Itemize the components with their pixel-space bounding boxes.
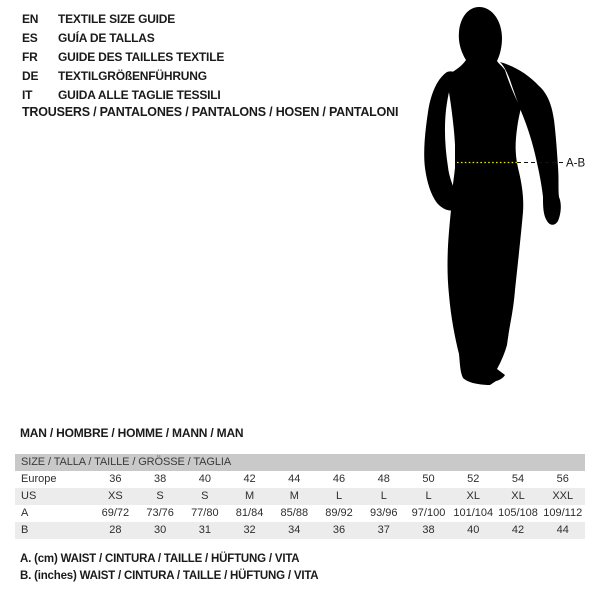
size-cell: 81/84 (235, 507, 264, 519)
row-label: A (21, 507, 29, 519)
footnotes (20, 551, 318, 585)
language-label: GUIDA ALLE TAGLIE TESSILI (58, 87, 221, 102)
measure-label: A-B (566, 157, 586, 170)
size-cell: 93/96 (370, 507, 398, 519)
language-label: TEXTILE SIZE GUIDE (58, 11, 176, 26)
size-cell: XXL (552, 490, 574, 502)
size-cell: XS (108, 490, 123, 502)
language-code: EN (22, 11, 39, 26)
language-row (22, 9, 224, 28)
section-title-man: MAN / HOMBRE / HOMME / MANN / MAN (20, 426, 244, 440)
size-table-body (15, 471, 585, 539)
size-cell: 52 (467, 473, 480, 485)
size-cell: 46 (332, 473, 346, 485)
size-cell: 30 (153, 524, 167, 536)
language-row (22, 28, 224, 47)
size-cell: L (425, 490, 432, 502)
size-cell: 32 (243, 524, 256, 536)
size-cell: 44 (288, 473, 301, 485)
size-cell: 40 (198, 473, 211, 485)
size-cell: S (156, 490, 164, 502)
language-code: ES (22, 30, 38, 45)
size-cell: 69/72 (101, 507, 130, 519)
table-row (15, 488, 585, 505)
language-row (22, 47, 224, 66)
language-label: TEXTILGRÖßENFÜHRUNG (58, 68, 207, 83)
language-code: FR (22, 49, 38, 64)
table-row (15, 522, 585, 539)
size-cell: L (335, 490, 343, 502)
size-cell: 36 (332, 524, 346, 536)
size-cell: 105/108 (498, 507, 538, 519)
size-cell: 36 (109, 473, 122, 485)
man-silhouette-svg (410, 0, 600, 400)
size-cell: 50 (422, 473, 435, 485)
size-table (15, 454, 585, 539)
size-cell: L (380, 490, 387, 502)
man-silhouette-figure (410, 0, 600, 400)
size-cell: S (201, 490, 209, 502)
silhouette-body (446, 7, 523, 385)
language-row (22, 85, 224, 104)
size-cell: 34 (288, 524, 301, 536)
size-cell: 40 (467, 524, 480, 536)
size-cell: 101/104 (453, 507, 494, 519)
language-list (22, 9, 224, 104)
size-cell: 109/112 (543, 507, 583, 519)
size-cell: 89/92 (325, 507, 353, 519)
size-cell: 42 (511, 524, 525, 536)
language-label: GUÍA DE TALLAS (58, 30, 155, 45)
size-cell: 38 (153, 473, 167, 485)
table-row (15, 471, 585, 488)
footnote-inches: B. (inches) WAIST / CINTURA / TAILLE / HÜFTUNG / VITA (20, 570, 319, 582)
size-cell: 97/100 (411, 507, 446, 519)
size-cell: 56 (556, 473, 569, 485)
size-cell: 48 (377, 473, 390, 485)
row-label: B (21, 524, 29, 536)
size-cell: 38 (422, 524, 435, 536)
size-cell: 31 (198, 524, 211, 536)
table-row (15, 505, 585, 522)
size-cell: 85/88 (280, 507, 309, 519)
language-code: DE (22, 68, 39, 83)
size-cell: M (244, 490, 255, 502)
size-cell: XL (511, 490, 525, 502)
language-row (22, 66, 224, 85)
size-cell: XL (466, 490, 480, 502)
size-cell: 37 (377, 524, 390, 536)
garment-title: TROUSERS / PANTALONES / PANTALONS / HOSEN / PANTALONI (22, 105, 399, 119)
size-cell: 73/76 (146, 507, 174, 519)
size-cell: 28 (109, 524, 122, 536)
footnote-cm: A. (cm) WAIST / CINTURA / TAILLE / HÜFTUNG / VITA (20, 553, 300, 565)
size-cell: 77/80 (191, 507, 219, 519)
language-code: IT (22, 87, 33, 102)
size-table-header: SIZE / TALLA / TAILLE / GRÖSSE / TAGLIA (15, 454, 585, 471)
size-cell: 44 (556, 524, 569, 536)
language-label: GUIDE DES TAILLES TEXTILE (58, 49, 225, 64)
row-label: Europe (21, 473, 57, 485)
size-cell: M (289, 490, 299, 502)
size-cell: 54 (511, 473, 525, 485)
row-label: US (21, 490, 37, 502)
size-cell: 42 (243, 473, 256, 485)
